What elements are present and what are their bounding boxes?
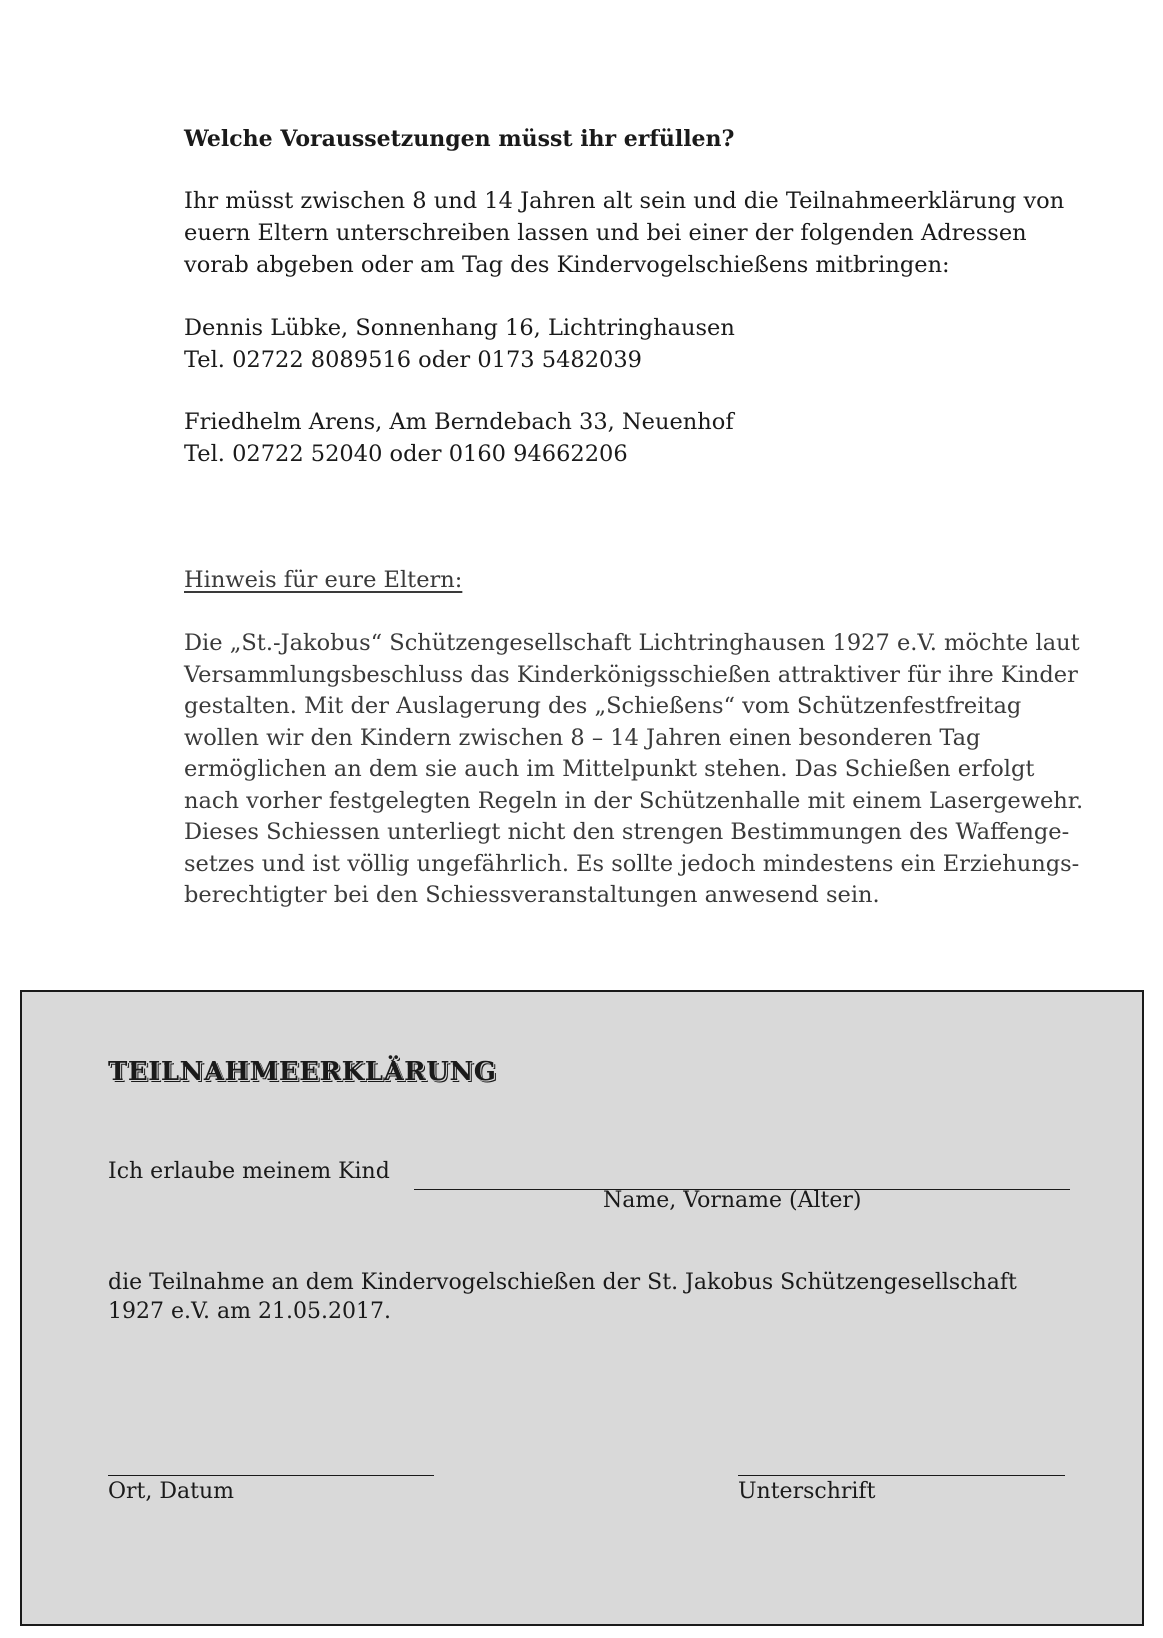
name-caption: Name, Vorname (Alter)	[603, 1188, 862, 1213]
intro-line: vorab abgeben oder am Tag des Kindervogelschießens mitbringen:	[184, 252, 950, 278]
contact-phone: Tel. 02722 52040 oder 0160 94662206	[184, 441, 628, 467]
note-line: Versammlungsbeschluss das Kinderkönigsschießen attraktiver für ihre Kinder	[184, 662, 1078, 688]
contact-address: Friedhelm Arens, Am Berndebach 33, Neuenhof	[184, 409, 734, 435]
intro-line: Ihr müsst zwischen 8 und 14 Jahren alt sein und die Teilnahmeerklärung von	[184, 188, 1065, 214]
note-line: gestalten. Mit der Auslagerung des „Schießens“ vom Schützenfestfreitag	[184, 693, 1022, 719]
note-line: Die „St.-Jakobus“ Schützengesellschaft Lichtringhausen 1927 e.V. möchte laut	[184, 630, 1080, 656]
signature-line[interactable]	[738, 1475, 1065, 1476]
place-date-label: Ort, Datum	[108, 1479, 235, 1504]
intro-line: euern Eltern unterschreiben lassen und bei einer der folgenden Adressen	[184, 220, 1027, 246]
place-date-line[interactable]	[108, 1475, 434, 1476]
note-line: berechtigter bei den Schiessveranstaltungen anwesend sein.	[184, 882, 880, 908]
signature-label: Unterschrift	[738, 1479, 876, 1504]
note-line: Dieses Schiessen unterliegt nicht den strengen Bestimmungen des Waffenge-	[184, 819, 1070, 845]
requirements-heading: Welche Voraussetzungen müsst ihr erfüllen?	[184, 126, 735, 152]
parents-note-heading: Hinweis für eure Eltern:	[184, 567, 463, 593]
note-line: nach vorher festgelegten Regeln in der Schützenhalle mit einem Lasergewehr.	[184, 788, 1084, 814]
statement-line: 1927 e.V. am 21.05.2017.	[108, 1299, 391, 1324]
note-line: ermöglichen an dem sie auch im Mittelpunkt stehen. Das Schießen erfolgt	[184, 756, 1035, 782]
form-title: TEILNAHMEERKLÄRUNG	[108, 1057, 497, 1087]
allow-label: Ich erlaube meinem Kind	[108, 1159, 390, 1184]
note-line: wollen wir den Kindern zwischen 8 – 14 Jahren einen besonderen Tag	[184, 725, 981, 751]
statement-line: die Teilnahme an dem Kindervogelschießen der St. Jakobus Schützengesellschaft	[108, 1270, 1017, 1295]
contact-address: Dennis Lübke, Sonnenhang 16, Lichtringhausen	[184, 315, 735, 341]
note-line: setzes und ist völlig ungefährlich. Es sollte jedoch mindestens ein Erziehungs-	[184, 851, 1080, 877]
participation-form	[20, 990, 1144, 1626]
contact-phone: Tel. 02722 8089516 oder 0173 5482039	[184, 347, 642, 373]
